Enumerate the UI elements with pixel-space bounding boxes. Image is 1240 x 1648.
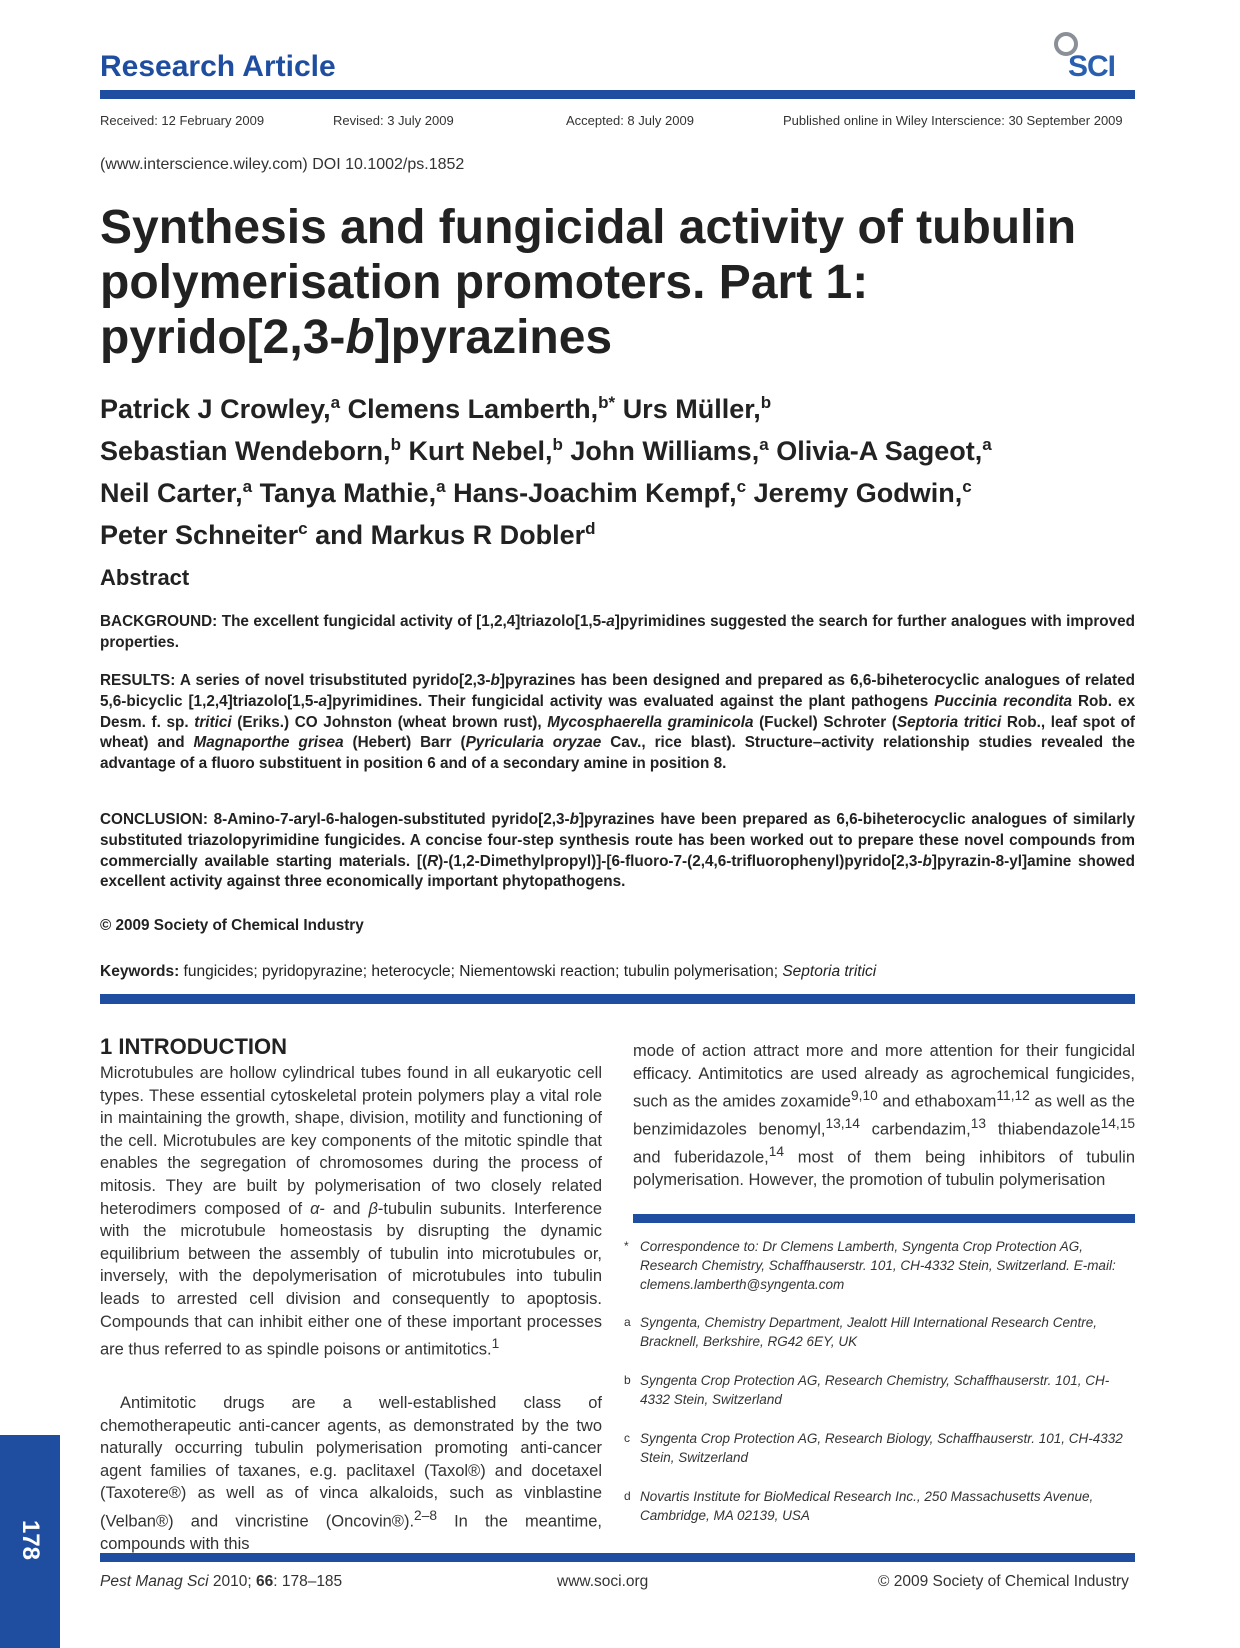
authors-line-3	[100, 469, 1135, 511]
header-rule	[100, 90, 1135, 99]
footnote-mark: d	[624, 1489, 631, 1503]
author-aff: a	[759, 435, 769, 454]
author-name: Patrick J Crowley,	[100, 394, 331, 424]
abstract-heading: Abstract	[100, 565, 190, 590]
author-name: and Markus R Dobler	[315, 520, 586, 550]
footnote-affiliation-a: a Syngenta, Chemistry Department, Jealott Hill International Research Centre, Bracknell, Berkshire, RG42 6EY, UK	[624, 1315, 1097, 1349]
article-title	[100, 200, 1135, 365]
revised-date: Revised: 3 July 2009	[333, 113, 454, 128]
author-name: Peter Schneiter	[100, 520, 299, 550]
author-aff: a	[436, 477, 446, 496]
logo-text: SCI	[1068, 50, 1116, 83]
abstract-conclusion: CONCLUSION: 8-Amino-7-aryl-6-halogen-substituted pyrido[2,3-b]pyrazines have been prepared as 6,6-biheterocyclic analogues of similarly substituted triazolopyrimidine fungicides. A concise four-step synthesis route has been worked out to prepare these novel compounds from commercially available starting materials. [(R)-(1,2-Dimethylpropyl)]-[6-fluoro-7-(2,4,6-trifluorophenyl)pyrido[2,3-b]pyrazin-8-yl]amine showed excellent activity against three economically important phytopathogens.	[100, 811, 1136, 891]
footer-copyright: © 2009 Society of Chemical Industry	[878, 1573, 1129, 1590]
author-name: Olivia-A Sageot,	[776, 436, 983, 466]
author-aff: d	[585, 519, 596, 538]
authors-line-2	[100, 427, 1135, 469]
page-number: 178	[17, 1519, 44, 1561]
published-date: Published online in Wiley Interscience: 30 September 2009	[783, 113, 1123, 128]
footnote-affiliation-d: d Novartis Institute for BioMedical Research Inc., 250 Massachusetts Avenue, Cambridge, MA 02139, USA	[624, 1489, 1094, 1523]
authors-line-1	[100, 385, 1135, 427]
title-line-3: pyrido[2,3-b]pyrazines	[100, 311, 613, 364]
author-name: Tanya Mathie,	[259, 478, 437, 508]
author-name: Neil Carter,	[100, 478, 243, 508]
doi-link[interactable]: (www.interscience.wiley.com) DOI 10.1002/ps.1852	[100, 156, 465, 173]
footnote-rule	[633, 1214, 1135, 1223]
footnote-affiliation-c: c Syngenta Crop Protection AG, Research Biology, Schaffhauserstr. 101, CH-4332 Stein, Switzerland	[624, 1431, 1123, 1465]
section-heading-introduction: 1 INTRODUCTION	[100, 1034, 287, 1059]
keywords-label: Keywords:	[100, 963, 180, 980]
footnote-correspondence: * Correspondence to: Dr Clemens Lamberth, Syngenta Crop Protection AG, Research Chemistry, Schaffhauserstr. 101, CH-4332 Stein, Switzerland. E-mail: clemens.lamberth@syngenta.com	[624, 1239, 1116, 1292]
author-aff: c	[736, 477, 747, 496]
author-name: Clemens Lamberth,	[347, 394, 599, 424]
author-name: Sebastian Wendeborn,	[100, 436, 391, 466]
footnote-mark: a	[624, 1315, 631, 1329]
footer-site-link[interactable]: www.soci.org	[557, 1573, 649, 1590]
authors-line-4	[100, 511, 1135, 553]
author-aff: c	[962, 477, 972, 496]
footer-citation: Pest Manag Sci 2010; 66: 178–185	[100, 1573, 343, 1590]
intro-paragraph-1: Microtubules are hollow cylindrical tubes found in all eukaryotic cell types. These essential cytoskeletal protein polymers play a vital role in maintaining the growth, shape, division, motility and functioning of the cell. Microtubules are key components of the mitotic spindle that enables the segregation of chromosomes during the process of mitosis. They are built by polymerisation of two closely related heterodimers composed of α- and β-tubulin subunits. Interference with the microtubule homeostasis by disrupting the dynamic equilibrium between the assembly of tubulin into microtubules or, inversely, with the depolymerisation of microtubules into tubulin leads to arrested cell division and consequently to apoptosis. Compounds that can inhibit either one of these important processes are thus referred to as spindle poisons or antimitotics.$^1$	[100, 1064, 602, 1359]
author-aff: a	[330, 393, 341, 412]
author-aff: c	[298, 519, 308, 538]
accepted-date: Accepted: 8 July 2009	[566, 113, 694, 128]
author-name: John Williams,	[570, 436, 760, 466]
footnote-mark: *	[624, 1239, 629, 1253]
author-aff: b	[552, 435, 563, 454]
title-line-1: Synthesis and fungicidal activity of tubulin	[100, 201, 1077, 254]
author-name: Jeremy Godwin,	[753, 478, 963, 508]
footer-rule	[100, 1553, 1135, 1562]
author-list	[100, 385, 1135, 553]
author-aff: b*	[598, 393, 616, 412]
author-name: Kurt Nebel,	[408, 436, 553, 466]
abstract-rule	[100, 994, 1135, 1004]
author-aff: b	[760, 393, 772, 412]
article-type-label: Research Article	[100, 50, 336, 83]
footnote-mark: b	[624, 1373, 631, 1387]
intro-paragraph-2: Antimitotic drugs are a well-established class of chemotherapeutic anti-cancer agents, as demonstrated by the two naturally occurring tubulin polymerisation promoting anti-cancer agent families of taxanes, e.g. paclitaxel (Taxol®) and docetaxel (Taxotere®) as well as of vinca alkaloids, such as vinblastine (Velban®) and vincristine (Oncovin®).$^{2-8}$ In the meantime, compounds with this	[100, 1394, 603, 1554]
title-line-2: polymerisation promoters. Part 1:	[100, 256, 869, 309]
sci-logo	[1050, 30, 1140, 85]
footnote-affiliation-b: b Syngenta Crop Protection AG, Research Chemistry, Schaffhauserstr. 101, CH-4332 Stein, Switzerland	[624, 1373, 1110, 1407]
author-aff: a	[242, 477, 253, 496]
received-date: Received: 12 February 2009	[100, 113, 265, 128]
abstract-copyright: © 2009 Society of Chemical Industry	[100, 917, 364, 934]
abstract-results: RESULTS: A series of novel trisubstituted pyrido[2,3-b]pyrazines has been designed and prepared as 6,6-biheterocyclic analogues of related 5,6-bicyclic [1,2,4]triazolo[1,5-a]pyrimidines. Their fungicidal activity was evaluated against the plant pathogens Puccinia recondita Rob. ex Desm. f. sp. tritici (Eriks.) CO Johnston (wheat brown rust), Mycosphaerella graminicola (Fuckel) Schroter (Septoria tritici Rob., leaf spot of wheat) and Magnaporthe grisea (Hebert) Barr (Pyricularia oryzae Cav., rice blast). Structure–activity relationship studies revealed the advantage of a fluoro substituent in position 6 and of a secondary amine in position 8.	[100, 672, 1136, 773]
abstract-background: BACKGROUND: The excellent fungicidal activity of [1,2,4]triazolo[1,5-a]pyrimidines suggested the search for further analogues with improved properties.	[100, 613, 1135, 651]
author-aff: b	[390, 435, 401, 454]
footnote-mark: c	[624, 1431, 630, 1445]
author-name: Hans-Joachim Kempf,	[453, 478, 737, 508]
keywords: Keywords: fungicides; pyridopyrazine; heterocycle; Niementowski reaction; tubulin polymerisation; Septoria tritici	[100, 963, 877, 980]
intro-paragraph-continued: mode of action attract more and more attention for their fungicidal efficacy. Antimitotics are used already as agrochemical fungicides, such as the amides zoxamide$^{9,10}$ and ethaboxam$^{11,12}$ as well as the benzimidazoles benomyl,$^{13,14}$ carbendazim,$^{13}$ thiabendazole$^{14,15}$ and fuberidazole,$^{14}$ most of them being inhibitors of tubulin polymerisation. However, the promotion of tubulin polymerisation	[633, 1042, 1135, 1190]
author-aff: a	[982, 435, 992, 454]
author-name: Urs Müller,	[622, 394, 761, 424]
